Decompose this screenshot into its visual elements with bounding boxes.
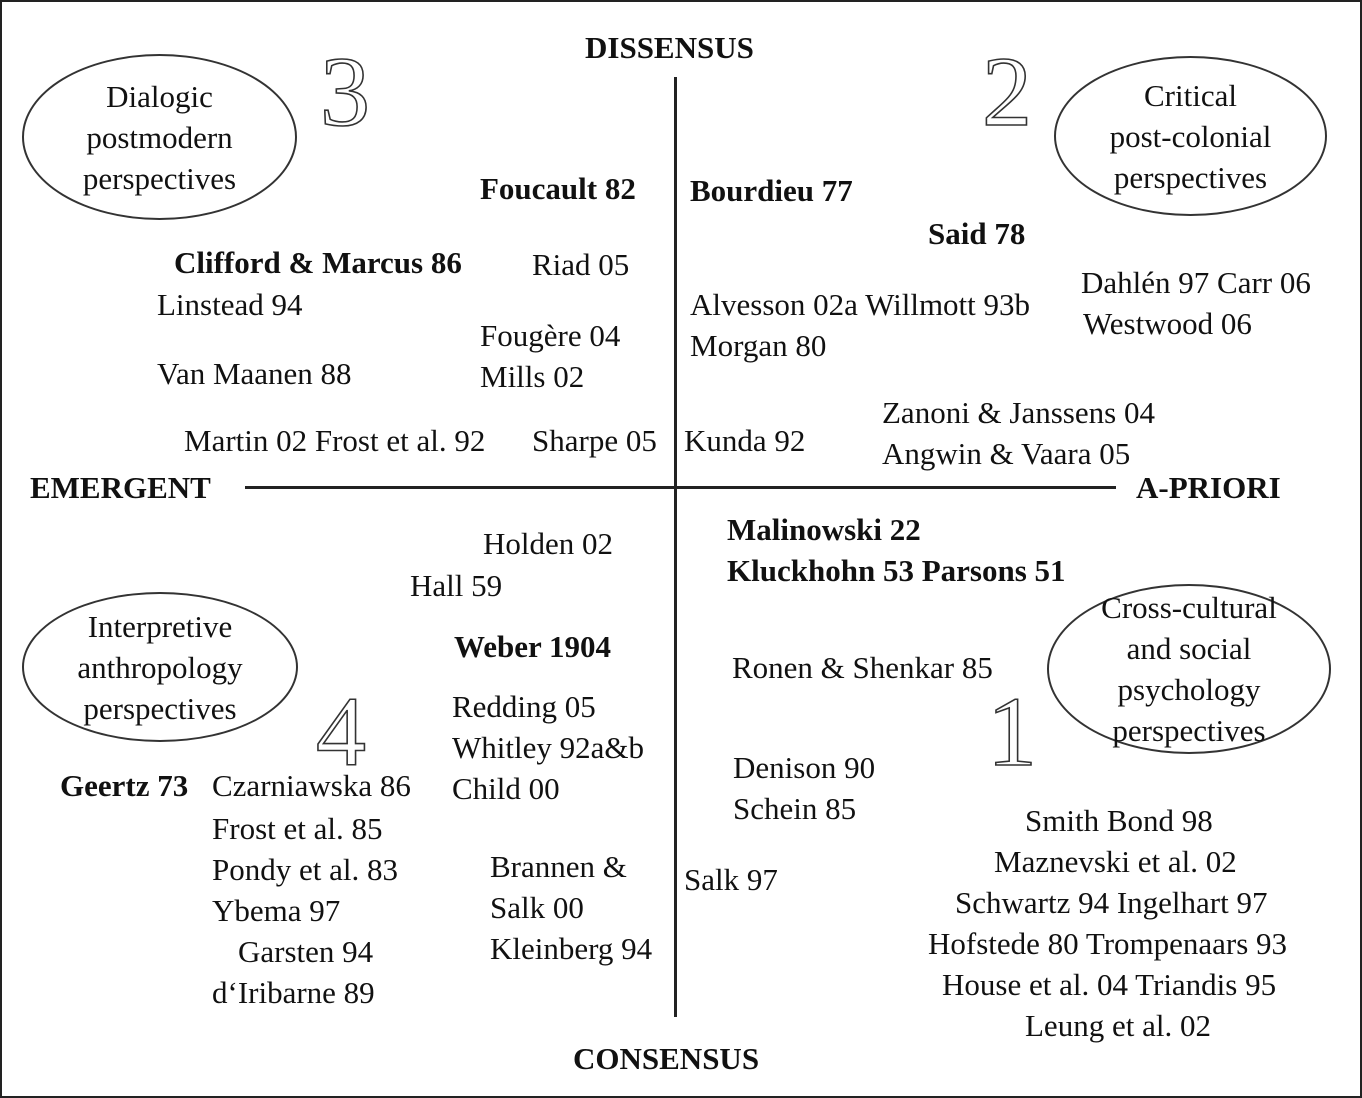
ref-zanoni-janssens: Zanoni & Janssens 04 — [882, 395, 1155, 430]
ref-czarniawska: Czarniawska 86 — [212, 768, 411, 803]
ref-kluckhohn-parsons: Kluckhohn 53 Parsons 51 — [727, 553, 1066, 588]
ref-kunda: Kunda 92 — [684, 423, 806, 458]
ref-redding: Redding 05 — [452, 689, 596, 724]
ref-geertz: Geertz 73 — [60, 768, 189, 803]
ref-sharpe: Sharpe 05 — [532, 423, 657, 458]
horizontal-axis — [245, 486, 1116, 489]
ref-linstead: Linstead 94 — [157, 287, 303, 322]
axis-label-consensus: CONSENSUS — [573, 1041, 760, 1076]
ref-angwin-vaara: Angwin & Vaara 05 — [882, 436, 1131, 471]
ref-bourdieu: Bourdieu 77 — [690, 173, 853, 208]
perspective-label-q4: Interpretive anthropology perspectives — [77, 608, 243, 726]
ref-van-maanen: Van Maanen 88 — [157, 356, 352, 391]
ellipse-interpretive-anthropology — [22, 592, 298, 742]
ref-pondy: Pondy et al. 83 — [212, 852, 398, 887]
ref-morgan: Morgan 80 — [690, 328, 827, 363]
ref-kleinberg: Kleinberg 94 — [490, 931, 653, 966]
axis-label-dissensus: DISSENSUS — [585, 30, 754, 65]
ref-frost-85: Frost et al. 85 — [212, 811, 383, 846]
quadrant-number-4: 4 — [316, 676, 366, 787]
perspective-label-q2: Critical post-colonial perspectives — [1109, 77, 1272, 195]
ellipse-dialogic-postmodern — [22, 54, 297, 220]
ref-schwartz-ingelhart: Schwartz 94 Ingelhart 97 — [955, 885, 1268, 920]
ref-dahlen-carr: Dahlén 97 Carr 06 — [1081, 265, 1311, 300]
ref-hall: Hall 59 — [410, 568, 503, 603]
ref-alvesson-willmott: Alvesson 02a Willmott 93b — [690, 287, 1031, 322]
quadrant-number-3: 3 — [320, 36, 370, 147]
perspective-label-q1: Cross-cultural and social psychology perspectives — [1101, 590, 1277, 748]
ref-weber: Weber 1904 — [454, 629, 611, 664]
ref-holden: Holden 02 — [483, 526, 614, 561]
perspective-label-q3: Dialogic postmodern perspectives — [82, 78, 237, 196]
ref-ronen-shenkar: Ronen & Shenkar 85 — [732, 650, 993, 685]
ref-said: Said 78 — [928, 216, 1026, 251]
ref-denison: Denison 90 — [733, 750, 876, 785]
vertical-axis — [674, 77, 677, 1017]
axis-label-a-priori: A-PRIORI — [1136, 470, 1281, 505]
ref-child: Child 00 — [452, 771, 560, 806]
ref-garsten: Garsten 94 — [238, 934, 374, 969]
ref-fougere: Fougère 04 — [480, 318, 621, 353]
ref-mills: Mills 02 — [480, 359, 585, 394]
ref-westwood: Westwood 06 — [1083, 306, 1252, 341]
ref-leung: Leung et al. 02 — [1025, 1008, 1211, 1043]
ref-smith-bond: Smith Bond 98 — [1025, 803, 1213, 838]
ref-diribarne: d‘Iribarne 89 — [212, 975, 375, 1010]
ref-malinowski: Malinowski 22 — [727, 512, 921, 547]
quadrant-number-2: 2 — [982, 36, 1032, 147]
ref-maznevski: Maznevski et al. 02 — [994, 844, 1237, 879]
ref-brannen-line1: Brannen & — [490, 849, 627, 884]
ref-clifford-marcus: Clifford & Marcus 86 — [174, 245, 462, 280]
ellipse-critical-post-colonial — [1054, 56, 1327, 216]
axis-label-emergent: EMERGENT — [30, 470, 211, 505]
ref-whitley: Whitley 92a&b — [452, 730, 644, 765]
ref-salk-97: Salk 97 — [684, 862, 778, 897]
ellipse-cross-cultural — [1047, 584, 1331, 754]
ref-hofstede-trompenaars: Hofstede 80 Trompenaars 93 — [928, 926, 1288, 961]
ref-house-triandis: House et al. 04 Triandis 95 — [942, 967, 1277, 1002]
ref-brannen-line2: Salk 00 — [490, 890, 584, 925]
ref-ybema: Ybema 97 — [212, 893, 341, 928]
ref-riad: Riad 05 — [532, 247, 630, 282]
ref-foucault: Foucault 82 — [480, 171, 636, 206]
quadrant-number-1: 1 — [987, 676, 1037, 787]
ref-martin-frost: Martin 02 Frost et al. 92 — [184, 423, 486, 458]
ref-schein: Schein 85 — [733, 791, 857, 826]
